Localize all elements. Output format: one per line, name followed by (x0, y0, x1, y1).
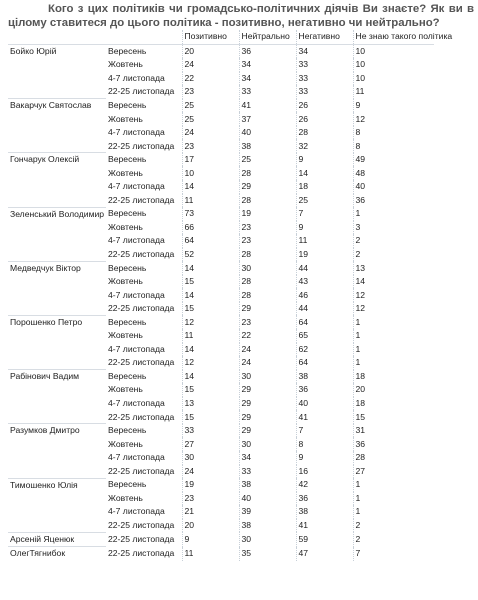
period-cell: Жовтень (108, 438, 143, 449)
dont-know-cell: 1 (353, 478, 434, 492)
neutral-cell: 28 (239, 275, 296, 289)
positive-cell: 13 (182, 397, 239, 411)
politician-name: Медведчук Віктор (8, 261, 106, 315)
table-row (8, 261, 434, 275)
neutral-cell: 23 (239, 221, 296, 235)
positive-cell: 14 (182, 180, 239, 194)
dont-know-cell: 13 (353, 261, 434, 275)
neutral-cell: 38 (239, 139, 296, 153)
dont-know-cell: 1 (353, 315, 434, 329)
dont-know-cell: 31 (353, 424, 434, 438)
table-row (8, 478, 434, 492)
period-cell: Жовтень (108, 384, 143, 395)
dont-know-cell: 14 (353, 275, 434, 289)
positive-cell: 9 (182, 532, 239, 547)
dont-know-cell: 2 (353, 234, 434, 248)
dont-know-cell: 8 (353, 126, 434, 140)
dont-know-cell: 40 (353, 180, 434, 194)
positive-cell: 14 (182, 370, 239, 384)
negative-cell: 64 (296, 356, 353, 370)
dont-know-cell: 9 (353, 99, 434, 113)
period-cell: Жовтень (108, 492, 143, 503)
politician-name: Арсеній Яценюк (8, 532, 106, 547)
positive-cell: 14 (182, 261, 239, 275)
period-cell: 4-7 листопада (108, 235, 165, 246)
dont-know-cell: 49 (353, 153, 434, 167)
negative-cell: 44 (296, 302, 353, 316)
dont-know-cell: 18 (353, 370, 434, 384)
positive-cell: 19 (182, 478, 239, 492)
negative-cell: 38 (296, 370, 353, 384)
dont-know-cell: 10 (353, 72, 434, 86)
dont-know-cell: 1 (353, 356, 434, 370)
neutral-cell: 24 (239, 356, 296, 370)
positive-cell: 21 (182, 505, 239, 519)
table-row (8, 532, 434, 547)
negative-cell: 18 (296, 180, 353, 194)
neutral-cell: 30 (239, 532, 296, 547)
period-cell: Вересень (108, 208, 147, 219)
politician-name: Порошенко Петро (8, 315, 106, 369)
neutral-cell: 29 (239, 383, 296, 397)
neutral-cell: 25 (239, 153, 296, 167)
negative-cell: 19 (296, 248, 353, 262)
dont-know-cell: 8 (353, 139, 434, 153)
negative-cell: 8 (296, 437, 353, 451)
neutral-cell: 40 (239, 492, 296, 506)
negative-cell: 7 (296, 424, 353, 438)
dont-know-cell: 12 (353, 302, 434, 316)
negative-cell: 38 (296, 505, 353, 519)
negative-cell: 9 (296, 221, 353, 235)
negative-cell: 33 (296, 72, 353, 86)
period-cell: 22-25 листопада (108, 357, 175, 368)
negative-cell: 62 (296, 343, 353, 357)
table-row (8, 44, 434, 58)
header-positive: Позитивно (182, 30, 239, 44)
period-cell: Вересень (108, 370, 147, 381)
neutral-cell: 19 (239, 207, 296, 221)
positive-cell: 23 (182, 139, 239, 153)
table-row (8, 153, 434, 167)
negative-cell: 42 (296, 478, 353, 492)
table-row (8, 370, 434, 384)
positive-cell: 73 (182, 207, 239, 221)
survey-results-table (8, 30, 453, 561)
positive-cell: 24 (182, 465, 239, 479)
politician-name: Рабінович Вадим (8, 370, 106, 424)
period-cell: Вересень (108, 479, 147, 490)
positive-cell: 23 (182, 492, 239, 506)
dont-know-cell: 27 (353, 465, 434, 479)
dont-know-cell: 36 (353, 194, 434, 208)
negative-cell: 41 (296, 410, 353, 424)
positive-cell: 10 (182, 166, 239, 180)
positive-cell: 64 (182, 234, 239, 248)
period-cell: Жовтень (108, 276, 143, 287)
period-cell: Вересень (106, 44, 182, 58)
period-cell: 4-7 листопада (108, 398, 165, 409)
politician-name: Разумков Дмитро (8, 424, 106, 478)
neutral-cell: 30 (239, 437, 296, 451)
table-row (8, 207, 434, 221)
survey-question: Кого з цих політиків чи громадсько-політичних діячів Ви знаєте? Як ви в цілому ставитеся до цього політика - позитивно, негативно чи нейтрально? (8, 3, 474, 29)
period-cell: 22-25 листопада (108, 534, 175, 544)
neutral-cell: 28 (239, 248, 296, 262)
negative-cell: 34 (296, 44, 353, 58)
header-dont-know: Не знаю такого політика (353, 30, 434, 44)
neutral-cell: 29 (239, 410, 296, 424)
neutral-cell: 29 (239, 180, 296, 194)
period-cell: 4-7 листопада (108, 289, 165, 300)
negative-cell: 40 (296, 397, 353, 411)
positive-cell: 14 (182, 343, 239, 357)
negative-cell: 9 (296, 153, 353, 167)
negative-cell: 32 (296, 139, 353, 153)
negative-cell: 47 (296, 547, 353, 561)
politician-name: Гончарук Олексій (8, 153, 106, 207)
dont-know-cell: 10 (353, 44, 434, 58)
neutral-cell: 22 (239, 329, 296, 343)
period-cell: Жовтень (108, 113, 143, 124)
positive-cell: 17 (182, 153, 239, 167)
positive-cell: 15 (182, 410, 239, 424)
negative-cell: 16 (296, 465, 353, 479)
period-cell: Вересень (108, 154, 147, 165)
neutral-cell: 29 (239, 302, 296, 316)
period-cell: 4-7 листопада (108, 72, 165, 83)
period-cell: 4-7 листопада (108, 343, 165, 354)
positive-cell: 11 (182, 194, 239, 208)
dont-know-cell: 20 (353, 383, 434, 397)
period-cell: Вересень (108, 316, 147, 327)
positive-cell: 52 (182, 248, 239, 262)
negative-cell: 9 (296, 451, 353, 465)
neutral-cell: 23 (239, 234, 296, 248)
neutral-cell: 40 (239, 126, 296, 140)
neutral-cell: 33 (239, 465, 296, 479)
positive-cell: 22 (182, 72, 239, 86)
dont-know-cell: 36 (353, 437, 434, 451)
table-header-row (8, 30, 434, 44)
period-cell: 22-25 листопада (108, 249, 175, 260)
neutral-cell: 23 (239, 315, 296, 329)
dont-know-cell: 2 (353, 519, 434, 533)
positive-cell: 27 (182, 437, 239, 451)
politician-name: Зеленський Володимир (8, 207, 106, 261)
neutral-cell: 34 (239, 58, 296, 72)
negative-cell: 41 (296, 519, 353, 533)
header-politician (8, 30, 106, 44)
negative-cell: 11 (296, 234, 353, 248)
dont-know-cell: 1 (353, 505, 434, 519)
neutral-cell: 38 (239, 519, 296, 533)
period-cell: Жовтень (108, 167, 143, 178)
dont-know-cell: 1 (353, 329, 434, 343)
dont-know-cell: 15 (353, 410, 434, 424)
negative-cell: 59 (296, 532, 353, 547)
positive-cell: 25 (182, 112, 239, 126)
positive-cell: 33 (182, 424, 239, 438)
dont-know-cell: 12 (353, 288, 434, 302)
period-cell: 22-25 листопада (108, 519, 175, 530)
positive-cell: 24 (182, 126, 239, 140)
dont-know-cell: 10 (353, 58, 434, 72)
negative-cell: 44 (296, 261, 353, 275)
neutral-cell: 38 (239, 478, 296, 492)
period-cell: 4-7 листопада (108, 452, 165, 463)
negative-cell: 36 (296, 492, 353, 506)
positive-cell: 14 (182, 288, 239, 302)
politician-name: Вакарчук Святослав (8, 99, 106, 153)
table-body (8, 44, 434, 561)
dont-know-cell: 2 (353, 248, 434, 262)
neutral-cell: 28 (239, 288, 296, 302)
table-row (8, 547, 434, 561)
neutral-cell: 29 (239, 424, 296, 438)
period-cell: 4-7 листопада (108, 181, 165, 192)
table-row (8, 315, 434, 329)
table-row (8, 424, 434, 438)
positive-cell: 15 (182, 383, 239, 397)
header-period (106, 30, 182, 44)
positive-cell: 20 (182, 519, 239, 533)
neutral-cell: 37 (239, 112, 296, 126)
neutral-cell: 35 (239, 547, 296, 561)
positive-cell: 25 (182, 99, 239, 113)
positive-cell: 23 (182, 85, 239, 99)
neutral-cell: 28 (239, 166, 296, 180)
dont-know-cell: 2 (353, 532, 434, 547)
politician-name: Тимошенко Юлія (8, 478, 106, 532)
neutral-cell: 36 (239, 44, 296, 58)
positive-cell: 20 (182, 44, 239, 58)
negative-cell: 33 (296, 85, 353, 99)
dont-know-cell: 11 (353, 85, 434, 99)
period-cell: 22-25 листопада (108, 411, 175, 422)
negative-cell: 7 (296, 207, 353, 221)
politician-name: ОлегТягнибок (8, 547, 106, 561)
negative-cell: 43 (296, 275, 353, 289)
period-cell: Вересень (108, 100, 147, 110)
period-cell: Жовтень (108, 221, 143, 232)
period-cell: 22-25 листопада (108, 194, 175, 205)
neutral-cell: 28 (239, 194, 296, 208)
positive-cell: 66 (182, 221, 239, 235)
politician-name: Бойко Юрій (8, 44, 106, 99)
negative-cell: 64 (296, 315, 353, 329)
dont-know-cell: 18 (353, 397, 434, 411)
neutral-cell: 24 (239, 343, 296, 357)
negative-cell: 25 (296, 194, 353, 208)
neutral-cell: 33 (239, 85, 296, 99)
positive-cell: 30 (182, 451, 239, 465)
positive-cell: 11 (182, 329, 239, 343)
positive-cell: 11 (182, 547, 239, 561)
neutral-cell: 41 (239, 99, 296, 113)
period-cell: 22-25 листопада (108, 303, 175, 314)
period-cell: 4-7 листопада (108, 506, 165, 517)
positive-cell: 15 (182, 302, 239, 316)
negative-cell: 14 (296, 166, 353, 180)
table-row (8, 99, 434, 113)
neutral-cell: 30 (239, 370, 296, 384)
positive-cell: 15 (182, 275, 239, 289)
dont-know-cell: 1 (353, 343, 434, 357)
neutral-cell: 39 (239, 505, 296, 519)
dont-know-cell: 12 (353, 112, 434, 126)
positive-cell: 12 (182, 356, 239, 370)
period-cell: 22-25 листопада (108, 548, 175, 559)
negative-cell: 26 (296, 99, 353, 113)
header-neutral: Нейтрально (239, 30, 296, 44)
negative-cell: 46 (296, 288, 353, 302)
positive-cell: 24 (182, 58, 239, 72)
period-cell: Вересень (108, 262, 147, 273)
period-cell: 22-25 листопада (108, 465, 175, 476)
negative-cell: 36 (296, 383, 353, 397)
negative-cell: 26 (296, 112, 353, 126)
neutral-cell: 29 (239, 397, 296, 411)
dont-know-cell: 3 (353, 221, 434, 235)
neutral-cell: 34 (239, 451, 296, 465)
period-cell: Жовтень (108, 330, 143, 341)
dont-know-cell: 1 (353, 492, 434, 506)
positive-cell: 12 (182, 315, 239, 329)
neutral-cell: 30 (239, 261, 296, 275)
negative-cell: 65 (296, 329, 353, 343)
dont-know-cell: 28 (353, 451, 434, 465)
header-negative: Негативно (296, 30, 353, 44)
dont-know-cell: 48 (353, 166, 434, 180)
period-cell: 4-7 листопада (108, 127, 165, 138)
negative-cell: 28 (296, 126, 353, 140)
period-cell: Жовтень (108, 59, 143, 70)
dont-know-cell: 1 (353, 207, 434, 221)
period-cell: Вересень (108, 425, 147, 436)
dont-know-cell: 7 (353, 547, 434, 561)
negative-cell: 33 (296, 58, 353, 72)
period-cell: 22-25 листопада (108, 86, 175, 97)
neutral-cell: 34 (239, 72, 296, 86)
period-cell: 22-25 листопада (108, 140, 175, 151)
